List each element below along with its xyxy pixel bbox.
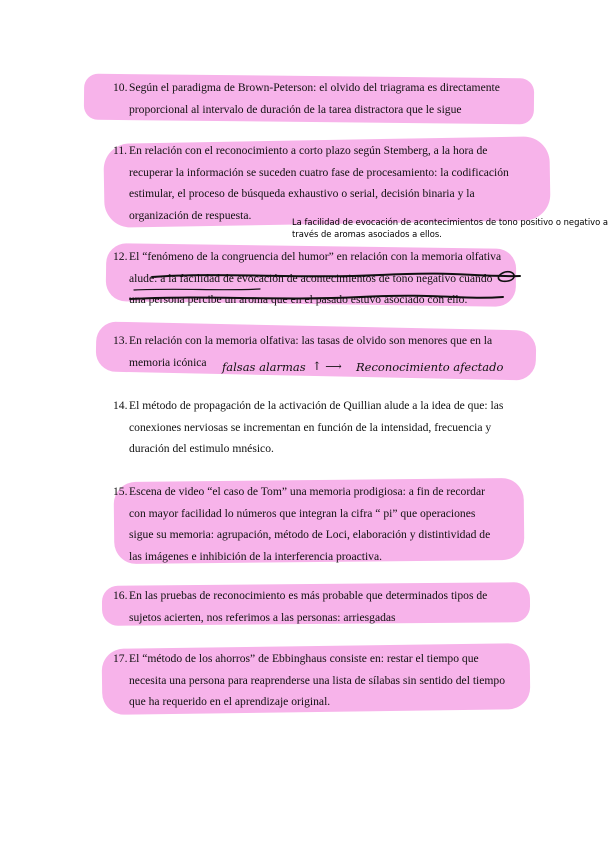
item-text-line: necesita una persona para reaprenderse una lista de sílabas sin sentido del tiempo (129, 673, 506, 687)
item-number: 10. (113, 81, 128, 94)
item-number: 14. (113, 399, 128, 412)
item-text-line: una persona percibe un aroma que en el pasado estuvo asociado con ello. (129, 293, 468, 306)
item-text-line: En relación con el reconocimiento a corto plazo según Stemberg, a la hora de (129, 144, 488, 157)
item-text-line: sujetos acierten, nos referimos a las personas: arriesgadas (129, 610, 396, 624)
item-text-line: conexiones nerviosas se incrementan en función de la intensidad, frecuencia y (129, 420, 492, 434)
item-text-line: duración del estimulo mnésico. (129, 442, 274, 455)
item-text-line: recuperar la información se suceden cuatro fase de procesamiento: la codificación (129, 165, 509, 179)
item-text-line: Escena de video “el caso de Tom” una memoria prodigiosa: a fin de recordar (129, 485, 485, 498)
item-number: 16. (113, 589, 128, 602)
correction-note-line: través de aromas asociados a ellos. (292, 229, 442, 239)
item-text-line: En relación con la memoria olfativa: las tasas de olvido son menores que en la (129, 334, 493, 347)
strike-line-3 (134, 289, 260, 290)
handwritten-recognition-affected: Reconocimiento afectado (356, 360, 504, 374)
item-number: 13. (113, 334, 128, 347)
strike-line-1 (152, 274, 520, 277)
item-text-line: proporcional al intervalo de duración de la tarea distractora que le sigue (129, 102, 462, 116)
strike-line-2 (130, 296, 503, 299)
item-text-line: En las pruebas de reconocimiento es más probable que determinados tipos de (129, 589, 488, 602)
item-text-line: Según el paradigma de Brown-Peterson: el olvido del triagrama es directamente (129, 81, 500, 94)
item-text-line: alude: a la facilidad de evocación de acontecimientos de tono negativo cuando (129, 271, 493, 285)
item-text-line: sigue su memoria: agrupación, método de Loci, elaboración y distintividad de (129, 528, 491, 541)
item-text-line: las imágenes e inhibición de la interferencia proactiva. (129, 549, 383, 563)
item-text-line: estimular, el proceso de búsqueda exhaustivo o serial, decisión binaria y la (129, 187, 475, 200)
handwritten-arrow: ↑ ⟶ (312, 359, 342, 373)
item-number: 15. (113, 485, 128, 498)
item-text-line: El método de propagación de la activación de Quillian alude a la idea de que: las (129, 399, 504, 412)
item-text-line: El “fenómeno de la congruencia del humor” en relación con la memoria olfativa (129, 250, 502, 263)
item-text-line: organización de respuesta. (129, 208, 252, 222)
item-text-line: que ha requerido en el aprendizaje original. (129, 695, 331, 708)
item-number: 12. (113, 250, 128, 263)
item-text-line: memoria icónica (129, 355, 207, 369)
correction-note-line: La facilidad de evocación de acontecimientos de tono positivo o negativo a (292, 217, 609, 227)
item-number: 17. (113, 652, 128, 665)
item-number: 11. (113, 144, 128, 157)
handwritten-false-alarms: falsas alarmas (222, 360, 306, 374)
item-text-line: El “método de los ahorros” de Ebbinghaus consiste en: restar el tiempo que (129, 652, 479, 665)
item-text-line: con mayor facilidad lo números que integran la cifra “ pi” que operaciones (129, 506, 476, 520)
